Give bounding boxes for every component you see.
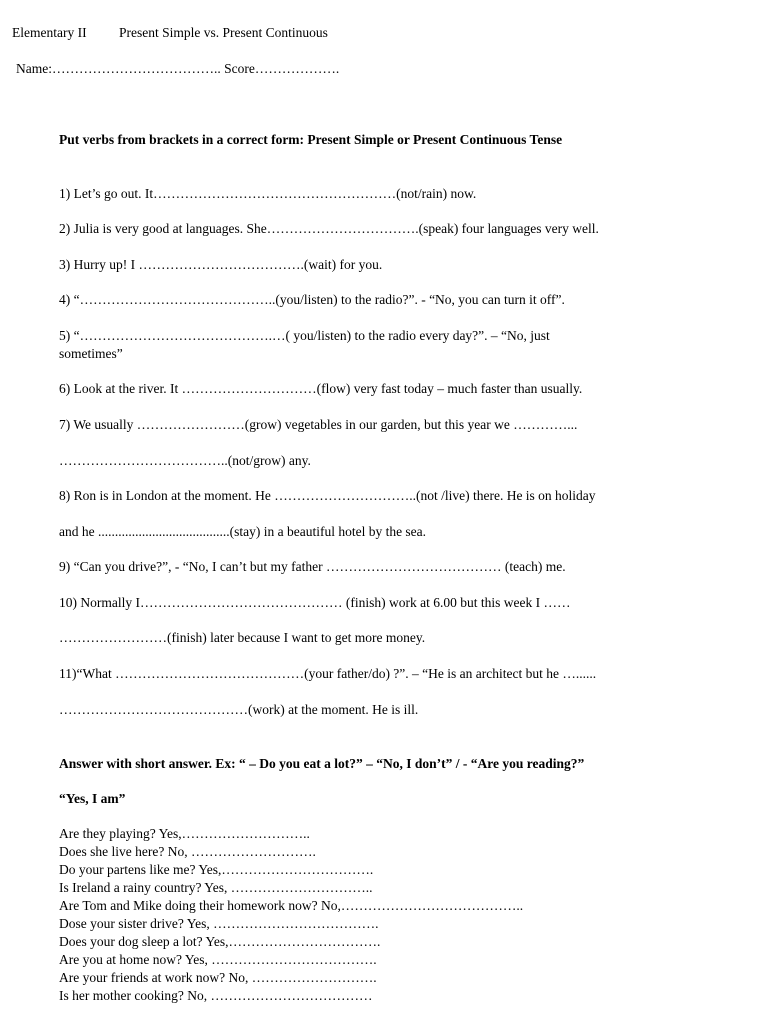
short-answer-item: Do your partens like me? Yes,……………………………. (59, 862, 374, 877)
exercise-line: 9) “Can you drive?”, - “No, I can’t but my father ………………………………… (teach) me. (59, 559, 566, 574)
exercise-line: ……………………(finish) later because I want to get more money. (59, 630, 426, 645)
exercise-line: 6) Look at the river. It …………………………(flow) very fast today – much faster than usually. (59, 381, 583, 396)
exercise-line: 3) Hurry up! I ……………………………….(wait) for you. (59, 257, 383, 272)
exercise-line: 7) We usually ……………………(grow) vegetables in our garden, but this year we …………... (59, 417, 578, 432)
section2-instruction: Answer with short answer. Ex: “ – Do you eat a lot?” – “No, I don’t” / - “Are you reading?” (59, 756, 585, 771)
exercise-line: ………………………………..(not/grow) any. (59, 453, 311, 468)
exercise-line: 8) Ron is in London at the moment. He …………………………..(not /live) there. He is on holiday (59, 488, 596, 503)
exercise-line: 2) Julia is very good at languages. She…………………………….(speak) four languages very well. (59, 221, 599, 236)
short-answer-item: Does your dog sleep a lot? Yes,……………………………. (59, 934, 381, 949)
level-label: Elementary II (12, 25, 87, 40)
short-answer-item: Does she live here? No, ………………………. (59, 844, 316, 859)
short-answer-item: Are your friends at work now? No, ………………………. (59, 970, 377, 985)
short-answer-item: Are you at home now? Yes, ………………………………. (59, 952, 377, 967)
exercise-line: 1) Let’s go out. It………………………………………………(not/rain) now. (59, 186, 477, 201)
short-answer-item: Is Ireland a rainy country? Yes, ………………………….. (59, 880, 373, 895)
exercise-line: ……………………………………(work) at the moment. He is ill. (59, 702, 419, 717)
exercise-line: 5) “…………………………………….…( you/listen) to the radio every day?”. – “No, just (59, 328, 550, 343)
worksheet-title: Present Simple vs. Present Continuous (119, 25, 328, 40)
short-answer-item: Dose your sister drive? Yes, ………………………………. (59, 916, 379, 931)
exercise-line: 11)“What ……………………………………(your father/do) ?”. – “He is an architect but he …...... (59, 666, 597, 681)
exercise-line: sometimes” (59, 346, 123, 361)
name-score-field: Name:……………………………….. Score………………. (16, 61, 340, 76)
short-answer-item: Are Tom and Mike doing their homework now? No,………………………………….. (59, 898, 524, 913)
exercise-line: and he .......................................(stay) in a beautiful hotel by the sea. (59, 524, 427, 539)
exercise-line: 4) “……………………………………..(you/listen) to the radio?”. - “No, you can turn it off”. (59, 292, 565, 307)
section2-instruction-continued: “Yes, I am” (59, 791, 126, 806)
short-answer-item: Is her mother cooking? No, ……………………………… (59, 988, 373, 1003)
exercise-line: 10) Normally I……………………………………… (finish) work at 6.00 but this week I …… (59, 595, 571, 610)
section1-instruction: Put verbs from brackets in a correct form: Present Simple or Present Continuous Tense (59, 132, 563, 147)
short-answer-item: Are they playing? Yes,……………………….. (59, 826, 310, 841)
